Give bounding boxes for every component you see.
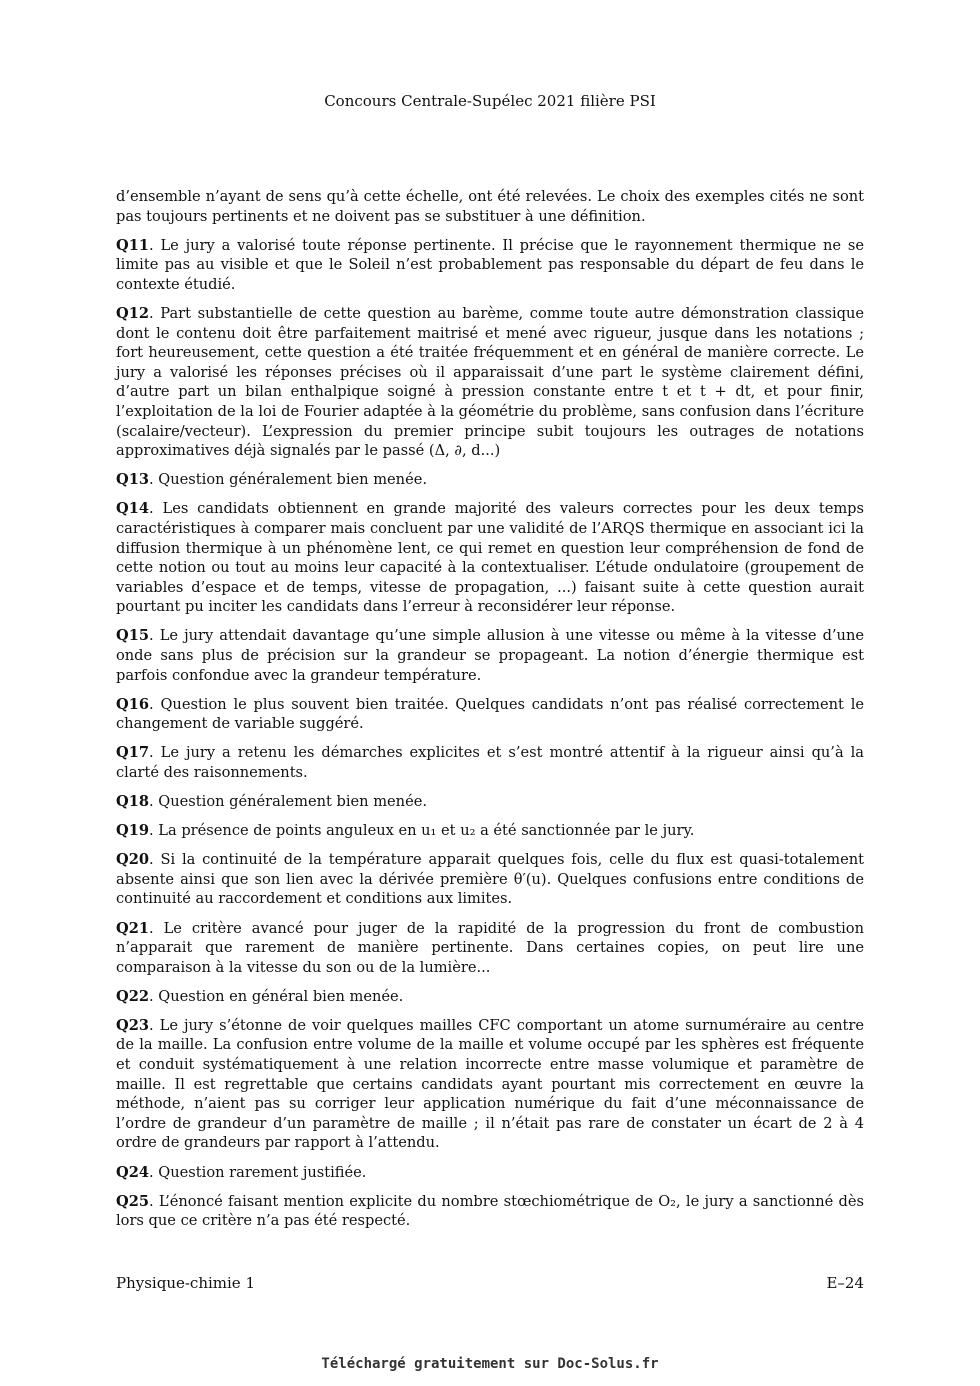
question-text: . Question le plus souvent bien traitée. Quelques candidats n’ont pas réalisé correctement le changement de variable suggéré. [116, 695, 864, 733]
page-header: Concours Centrale-Supélec 2021 filière PSI [324, 92, 656, 110]
question-text: . Part substantielle de cette question au barème, comme toute autre démonstration classique dont le contenu doit être parfaitement maitrisé et mené avec rigueur, jusque dans les notations ; fort heureusement, cette question a été traitée fréquemment et en général de manière correcte. Le jury a valorisé les réponses précises où il apparaissait d’une part le système clairement défini, d’autre part un bilan enthalpique soigné à pression constante entre t et t + dt, et pour finir, l’exploitation de la loi de Fourier adaptée à la géométrie du problème, sans confusion dans l’écriture (scalaire/vecteur). L’expression du premier principe subit toujours les outrages de notations approximatives déjà signalés par le passé (Δ, ∂, d...) [116, 304, 864, 460]
question-label: Q23 [116, 1016, 150, 1034]
question-label: Q22 [116, 987, 150, 1005]
question-label: Q21 [116, 919, 150, 937]
question-label: Q14 [116, 500, 150, 518]
question-paragraph [116, 850, 864, 909]
question-paragraph [116, 695, 864, 734]
intro-paragraph: d’ensemble n’ayant de sens qu’à cette échelle, ont été relevées. Le choix des exemples cités ne sont pas toujours pertinents et ne doivent pas se substituer à une définition. [116, 188, 864, 225]
question-label: Q20 [116, 851, 150, 869]
question-paragraph [116, 626, 864, 685]
question-text: . Le jury a retenu les démarches explicites et s’est montré attentif à la rigueur ainsi qu’à la clarté des raisonnements. [116, 744, 864, 781]
question-paragraph [116, 470, 864, 490]
question-label: Q15 [116, 627, 150, 645]
question-paragraph [116, 743, 864, 782]
question-text: . Question généralement bien menée. [149, 793, 427, 811]
question-text: . Le critère avancé pour juger de la rapidité de la progression du front de combustion n’apparait que rarement de manière pertinente. Dans certaines copies, on peut lire une comparaison à la vitesse du son ou de la lumière... [116, 919, 864, 976]
question-label: Q19 [116, 822, 150, 840]
report-body [116, 187, 864, 1240]
question-label: Q12 [116, 304, 150, 322]
question-text: . Question rarement justifiée. [149, 1163, 367, 1181]
question-paragraph [116, 499, 864, 617]
question-text: . Le jury a valorisé toute réponse pertinente. Il précise que le rayonnement thermique ne se limite pas au visible et que le Soleil n’est probablement pas responsable du départ de feu dans le contexte étudié. [116, 236, 864, 293]
question-paragraph [116, 304, 864, 461]
question-paragraph [116, 1163, 864, 1183]
question-label: Q18 [116, 793, 150, 811]
question-paragraph [116, 919, 864, 978]
question-paragraph [116, 821, 864, 841]
footer-page-number: E–24 [826, 1274, 864, 1292]
question-paragraph [116, 792, 864, 812]
footer-subject: Physique-chimie 1 [116, 1274, 255, 1292]
question-text: . La présence de points anguleux en u₁ et u₂ a été sanctionnée par le jury. [149, 822, 695, 840]
question-paragraph [116, 1016, 864, 1153]
question-label: Q13 [116, 471, 150, 489]
question-paragraph [116, 987, 864, 1007]
question-text: . Le jury attendait davantage qu’une simple allusion à une vitesse ou même à la vitesse d’une onde sans plus de précision sur la grandeur se propageant. La notion d’énergie thermique est parfois confondue avec la grandeur température. [116, 627, 864, 684]
question-label: Q17 [116, 744, 150, 762]
question-list [116, 236, 864, 1231]
question-text: . L’énoncé faisant mention explicite du nombre stœchiométrique de O₂, le jury a sanctionné dès lors que ce critère n’a pas été respecté. [116, 1192, 864, 1230]
question-text: . Question en général bien menée. [149, 987, 404, 1005]
question-label: Q25 [116, 1192, 150, 1210]
question-label: Q11 [116, 236, 150, 254]
question-text: . Le jury s’étonne de voir quelques mailles CFC comportant un atome surnuméraire au centre de la maille. La confusion entre volume de la maille et volume occupé par les sphères est fréquente et conduit systématiquement à une relation incorrecte entre masse volumique et paramètre de maille. Il est regrettable que certains candidats ayant pourtant mis correctement en œuvre la méthode, n’aient pas su corriger leur application numérique du fait d’une méconnaissance de l’ordre de grandeur d’un paramètre de maille ; il n’était pas rare de constater un écart de 2 à 4 ordre de grandeurs par rapport à l’attendu. [116, 1016, 864, 1152]
question-text: . Les candidats obtiennent en grande majorité des valeurs correctes pour les deux temps caractéristiques à comparer mais concluent par une validité de l’ARQS thermique en associant ici la diffusion thermique à un phénomène lent, ce qui remet en question leur compréhension de fond de cette notion ou tout au moins leur capacité à la contextualiser. L’étude ondulatoire (groupement de variables d’espace et de temps, vitesse de propagation, ...) faisant suite à cette question aurait pourtant pu inciter les candidats dans l’erreur à reconsidérer leur réponse. [116, 500, 864, 616]
question-label: Q16 [116, 695, 150, 713]
question-paragraph [116, 236, 864, 295]
download-notice: Téléchargé gratuitement sur Doc-Solus.fr [321, 1356, 659, 1372]
question-label: Q24 [116, 1163, 150, 1181]
question-paragraph [116, 1192, 864, 1231]
question-text: . Si la continuité de la température apparait quelques fois, celle du flux est quasi-totalement absente ainsi que son lien avec la dérivée première θ′(u). Quelques confusions entre conditions de continuité au raccordement et conditions aux limites. [116, 851, 864, 908]
question-text: . Question généralement bien menée. [149, 471, 427, 489]
